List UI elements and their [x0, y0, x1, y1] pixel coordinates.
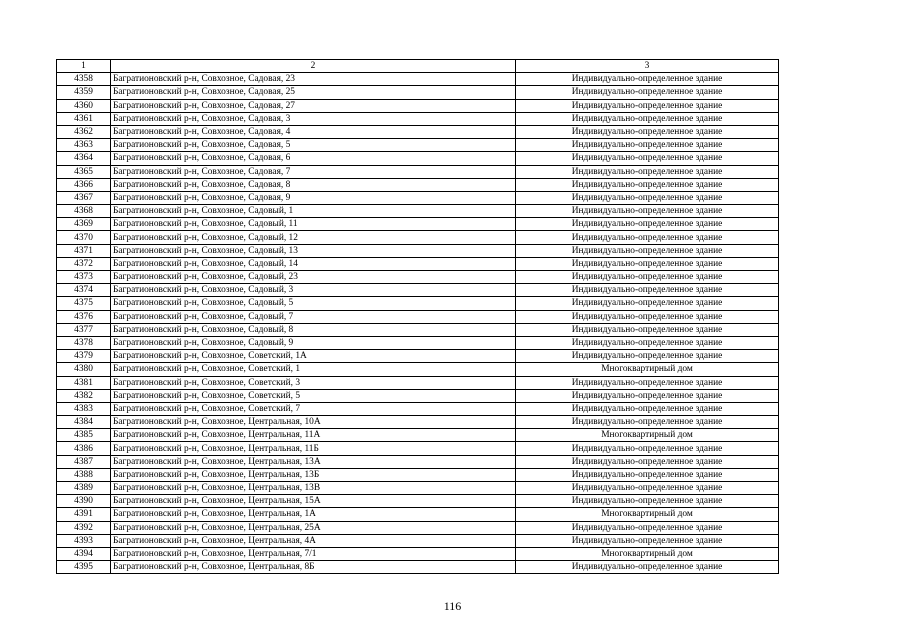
row-number: 4387	[57, 455, 111, 468]
address-cell: Багратионовский р-н, Совхозное, Садовый, 14	[111, 257, 516, 270]
row-number: 4369	[57, 218, 111, 231]
table-row	[57, 139, 779, 152]
table-row	[57, 297, 779, 310]
table-row	[57, 218, 779, 231]
table-row	[57, 547, 779, 560]
building-type-cell: Индивидуально-определенное здание	[516, 99, 779, 112]
address-cell: Багратионовский р-н, Совхозное, Садовый, 13	[111, 244, 516, 257]
row-number: 4389	[57, 482, 111, 495]
row-number: 4391	[57, 508, 111, 521]
row-number: 4385	[57, 429, 111, 442]
table-row	[57, 205, 779, 218]
row-number: 4388	[57, 468, 111, 481]
building-type-cell: Индивидуально-определенное здание	[516, 310, 779, 323]
building-type-cell: Индивидуально-определенное здание	[516, 495, 779, 508]
building-type-cell: Индивидуально-определенное здание	[516, 86, 779, 99]
header-col-1: 1	[57, 60, 111, 73]
address-cell: Багратионовский р-н, Совхозное, Центральная, 13В	[111, 482, 516, 495]
table-row	[57, 323, 779, 336]
address-cell: Багратионовский р-н, Совхозное, Советский, 7	[111, 402, 516, 415]
building-type-cell: Индивидуально-определенное здание	[516, 271, 779, 284]
address-cell: Багратионовский р-н, Совхозное, Советский, 5	[111, 389, 516, 402]
building-type-cell: Многоквартирный дом	[516, 547, 779, 560]
building-type-cell: Индивидуально-определенное здание	[516, 165, 779, 178]
row-number: 4378	[57, 336, 111, 349]
address-cell: Багратионовский р-н, Совхозное, Центральная, 25А	[111, 521, 516, 534]
address-cell: Багратионовский р-н, Совхозное, Садовый, 1	[111, 205, 516, 218]
address-cell: Багратионовский р-н, Совхозное, Садовая, 8	[111, 178, 516, 191]
table-row	[57, 271, 779, 284]
building-type-cell: Индивидуально-определенное здание	[516, 376, 779, 389]
building-type-cell: Многоквартирный дом	[516, 429, 779, 442]
row-number: 4377	[57, 323, 111, 336]
row-number: 4364	[57, 152, 111, 165]
row-number: 4383	[57, 402, 111, 415]
address-cell: Багратионовский р-н, Совхозное, Садовая, 7	[111, 165, 516, 178]
address-cell: Багратионовский р-н, Совхозное, Садовый, 7	[111, 310, 516, 323]
address-cell: Багратионовский р-н, Совхозное, Садовая, 6	[111, 152, 516, 165]
building-type-cell: Индивидуально-определенное здание	[516, 125, 779, 138]
building-type-cell: Индивидуально-определенное здание	[516, 244, 779, 257]
building-type-cell: Индивидуально-определенное здание	[516, 521, 779, 534]
row-number: 4370	[57, 231, 111, 244]
table-row	[57, 508, 779, 521]
table-row	[57, 86, 779, 99]
row-number: 4379	[57, 350, 111, 363]
address-cell: Багратионовский р-н, Совхозное, Центральная, 13А	[111, 455, 516, 468]
row-number: 4393	[57, 534, 111, 547]
row-number: 4368	[57, 205, 111, 218]
row-number: 4360	[57, 99, 111, 112]
table-row	[57, 73, 779, 86]
row-number: 4380	[57, 363, 111, 376]
building-type-cell: Индивидуально-определенное здание	[516, 152, 779, 165]
table-row	[57, 482, 779, 495]
building-type-cell: Индивидуально-определенное здание	[516, 139, 779, 152]
building-type-cell: Индивидуально-определенное здание	[516, 191, 779, 204]
building-type-cell: Индивидуально-определенное здание	[516, 389, 779, 402]
building-type-cell: Индивидуально-определенное здание	[516, 455, 779, 468]
table-row	[57, 389, 779, 402]
building-type-cell: Многоквартирный дом	[516, 363, 779, 376]
row-number: 4386	[57, 442, 111, 455]
row-number: 4359	[57, 86, 111, 99]
address-cell: Багратионовский р-н, Совхозное, Садовая, 23	[111, 73, 516, 86]
table-row	[57, 402, 779, 415]
address-cell: Багратионовский р-н, Совхозное, Садовый, 9	[111, 336, 516, 349]
building-type-cell: Индивидуально-определенное здание	[516, 231, 779, 244]
table-row	[57, 521, 779, 534]
building-type-cell: Индивидуально-определенное здание	[516, 350, 779, 363]
building-type-cell: Индивидуально-определенное здание	[516, 402, 779, 415]
table-row	[57, 429, 779, 442]
row-number: 4390	[57, 495, 111, 508]
row-number: 4373	[57, 271, 111, 284]
address-cell: Багратионовский р-н, Совхозное, Садовая, 4	[111, 125, 516, 138]
table-row	[57, 534, 779, 547]
row-number: 4382	[57, 389, 111, 402]
address-cell: Багратионовский р-н, Совхозное, Центральная, 10А	[111, 416, 516, 429]
row-number: 4384	[57, 416, 111, 429]
address-cell: Багратионовский р-н, Совхозное, Центральная, 13Б	[111, 468, 516, 481]
row-number: 4374	[57, 284, 111, 297]
address-cell: Багратионовский р-н, Совхозное, Центральная, 7/1	[111, 547, 516, 560]
row-number: 4395	[57, 561, 111, 574]
row-number: 4362	[57, 125, 111, 138]
address-cell: Багратионовский р-н, Совхозное, Центральная, 1А	[111, 508, 516, 521]
building-type-cell: Индивидуально-определенное здание	[516, 178, 779, 191]
table-row	[57, 257, 779, 270]
building-type-cell: Индивидуально-определенное здание	[516, 218, 779, 231]
table-row	[57, 152, 779, 165]
row-number: 4375	[57, 297, 111, 310]
table-row	[57, 495, 779, 508]
table-row	[57, 336, 779, 349]
header-col-2: 2	[111, 60, 516, 73]
header-row	[57, 60, 779, 73]
building-type-cell: Индивидуально-определенное здание	[516, 257, 779, 270]
row-number: 4365	[57, 165, 111, 178]
address-cell: Багратионовский р-н, Совхозное, Садовая, 3	[111, 112, 516, 125]
building-type-cell: Индивидуально-определенное здание	[516, 468, 779, 481]
address-cell: Багратионовский р-н, Совхозное, Садовая, 9	[111, 191, 516, 204]
table-row	[57, 442, 779, 455]
table-row	[57, 284, 779, 297]
row-number: 4358	[57, 73, 111, 86]
address-cell: Багратионовский р-н, Совхозное, Садовая, 27	[111, 99, 516, 112]
table-row	[57, 310, 779, 323]
row-number: 4363	[57, 139, 111, 152]
table-row	[57, 244, 779, 257]
row-number: 4366	[57, 178, 111, 191]
row-number: 4371	[57, 244, 111, 257]
table-row	[57, 178, 779, 191]
table-row	[57, 99, 779, 112]
building-type-cell: Индивидуально-определенное здание	[516, 534, 779, 547]
building-type-cell: Индивидуально-определенное здание	[516, 112, 779, 125]
address-cell: Багратионовский р-н, Совхозное, Центральная, 4А	[111, 534, 516, 547]
table-row	[57, 165, 779, 178]
table-row	[57, 231, 779, 244]
table-row	[57, 112, 779, 125]
address-cell: Багратионовский р-н, Совхозное, Садовая, 5	[111, 139, 516, 152]
page-number: 116	[443, 599, 462, 613]
table-row	[57, 561, 779, 574]
address-cell: Багратионовский р-н, Совхозное, Советский, 1А	[111, 350, 516, 363]
building-type-cell: Индивидуально-определенное здание	[516, 297, 779, 310]
building-type-cell: Индивидуально-определенное здание	[516, 323, 779, 336]
address-cell: Багратионовский р-н, Совхозное, Садовый, 3	[111, 284, 516, 297]
row-number: 4394	[57, 547, 111, 560]
address-cell: Багратионовский р-н, Совхозное, Центральная, 11Б	[111, 442, 516, 455]
address-cell: Багратионовский р-н, Совхозное, Садовый, 8	[111, 323, 516, 336]
row-number: 4392	[57, 521, 111, 534]
address-cell: Багратионовский р-н, Совхозное, Советский, 3	[111, 376, 516, 389]
header-col-3: 3	[516, 60, 779, 73]
address-cell: Багратионовский р-н, Совхозное, Центральная, 15А	[111, 495, 516, 508]
table-row	[57, 376, 779, 389]
building-type-cell: Индивидуально-определенное здание	[516, 205, 779, 218]
row-number: 4367	[57, 191, 111, 204]
row-number: 4376	[57, 310, 111, 323]
building-type-cell: Индивидуально-определенное здание	[516, 561, 779, 574]
address-cell: Багратионовский р-н, Совхозное, Центральная, 8Б	[111, 561, 516, 574]
table-row	[57, 191, 779, 204]
address-cell: Багратионовский р-н, Совхозное, Садовый, 12	[111, 231, 516, 244]
table-header	[57, 60, 779, 73]
building-type-cell: Индивидуально-определенное здание	[516, 73, 779, 86]
building-type-cell: Индивидуально-определенное здание	[516, 416, 779, 429]
address-cell: Багратионовский р-н, Совхозное, Садовая, 25	[111, 86, 516, 99]
address-cell: Багратионовский р-н, Совхозное, Советский, 1	[111, 363, 516, 376]
building-type-cell: Индивидуально-определенное здание	[516, 336, 779, 349]
row-number: 4381	[57, 376, 111, 389]
building-type-cell: Индивидуально-определенное здание	[516, 482, 779, 495]
building-type-cell: Индивидуально-определенное здание	[516, 442, 779, 455]
address-cell: Багратионовский р-н, Совхозное, Центральная, 11А	[111, 429, 516, 442]
table-row	[57, 350, 779, 363]
table-body	[57, 73, 779, 574]
address-cell: Багратионовский р-н, Совхозное, Садовый, 11	[111, 218, 516, 231]
address-cell: Багратионовский р-н, Совхозное, Садовый, 23	[111, 271, 516, 284]
table-row	[57, 468, 779, 481]
table-row	[57, 363, 779, 376]
document-table	[56, 59, 779, 574]
address-cell: Багратионовский р-н, Совхозное, Садовый, 5	[111, 297, 516, 310]
row-number: 4361	[57, 112, 111, 125]
building-type-cell: Многоквартирный дом	[516, 508, 779, 521]
table-row	[57, 455, 779, 468]
table-row	[57, 416, 779, 429]
row-number: 4372	[57, 257, 111, 270]
building-type-cell: Индивидуально-определенное здание	[516, 284, 779, 297]
table-row	[57, 125, 779, 138]
